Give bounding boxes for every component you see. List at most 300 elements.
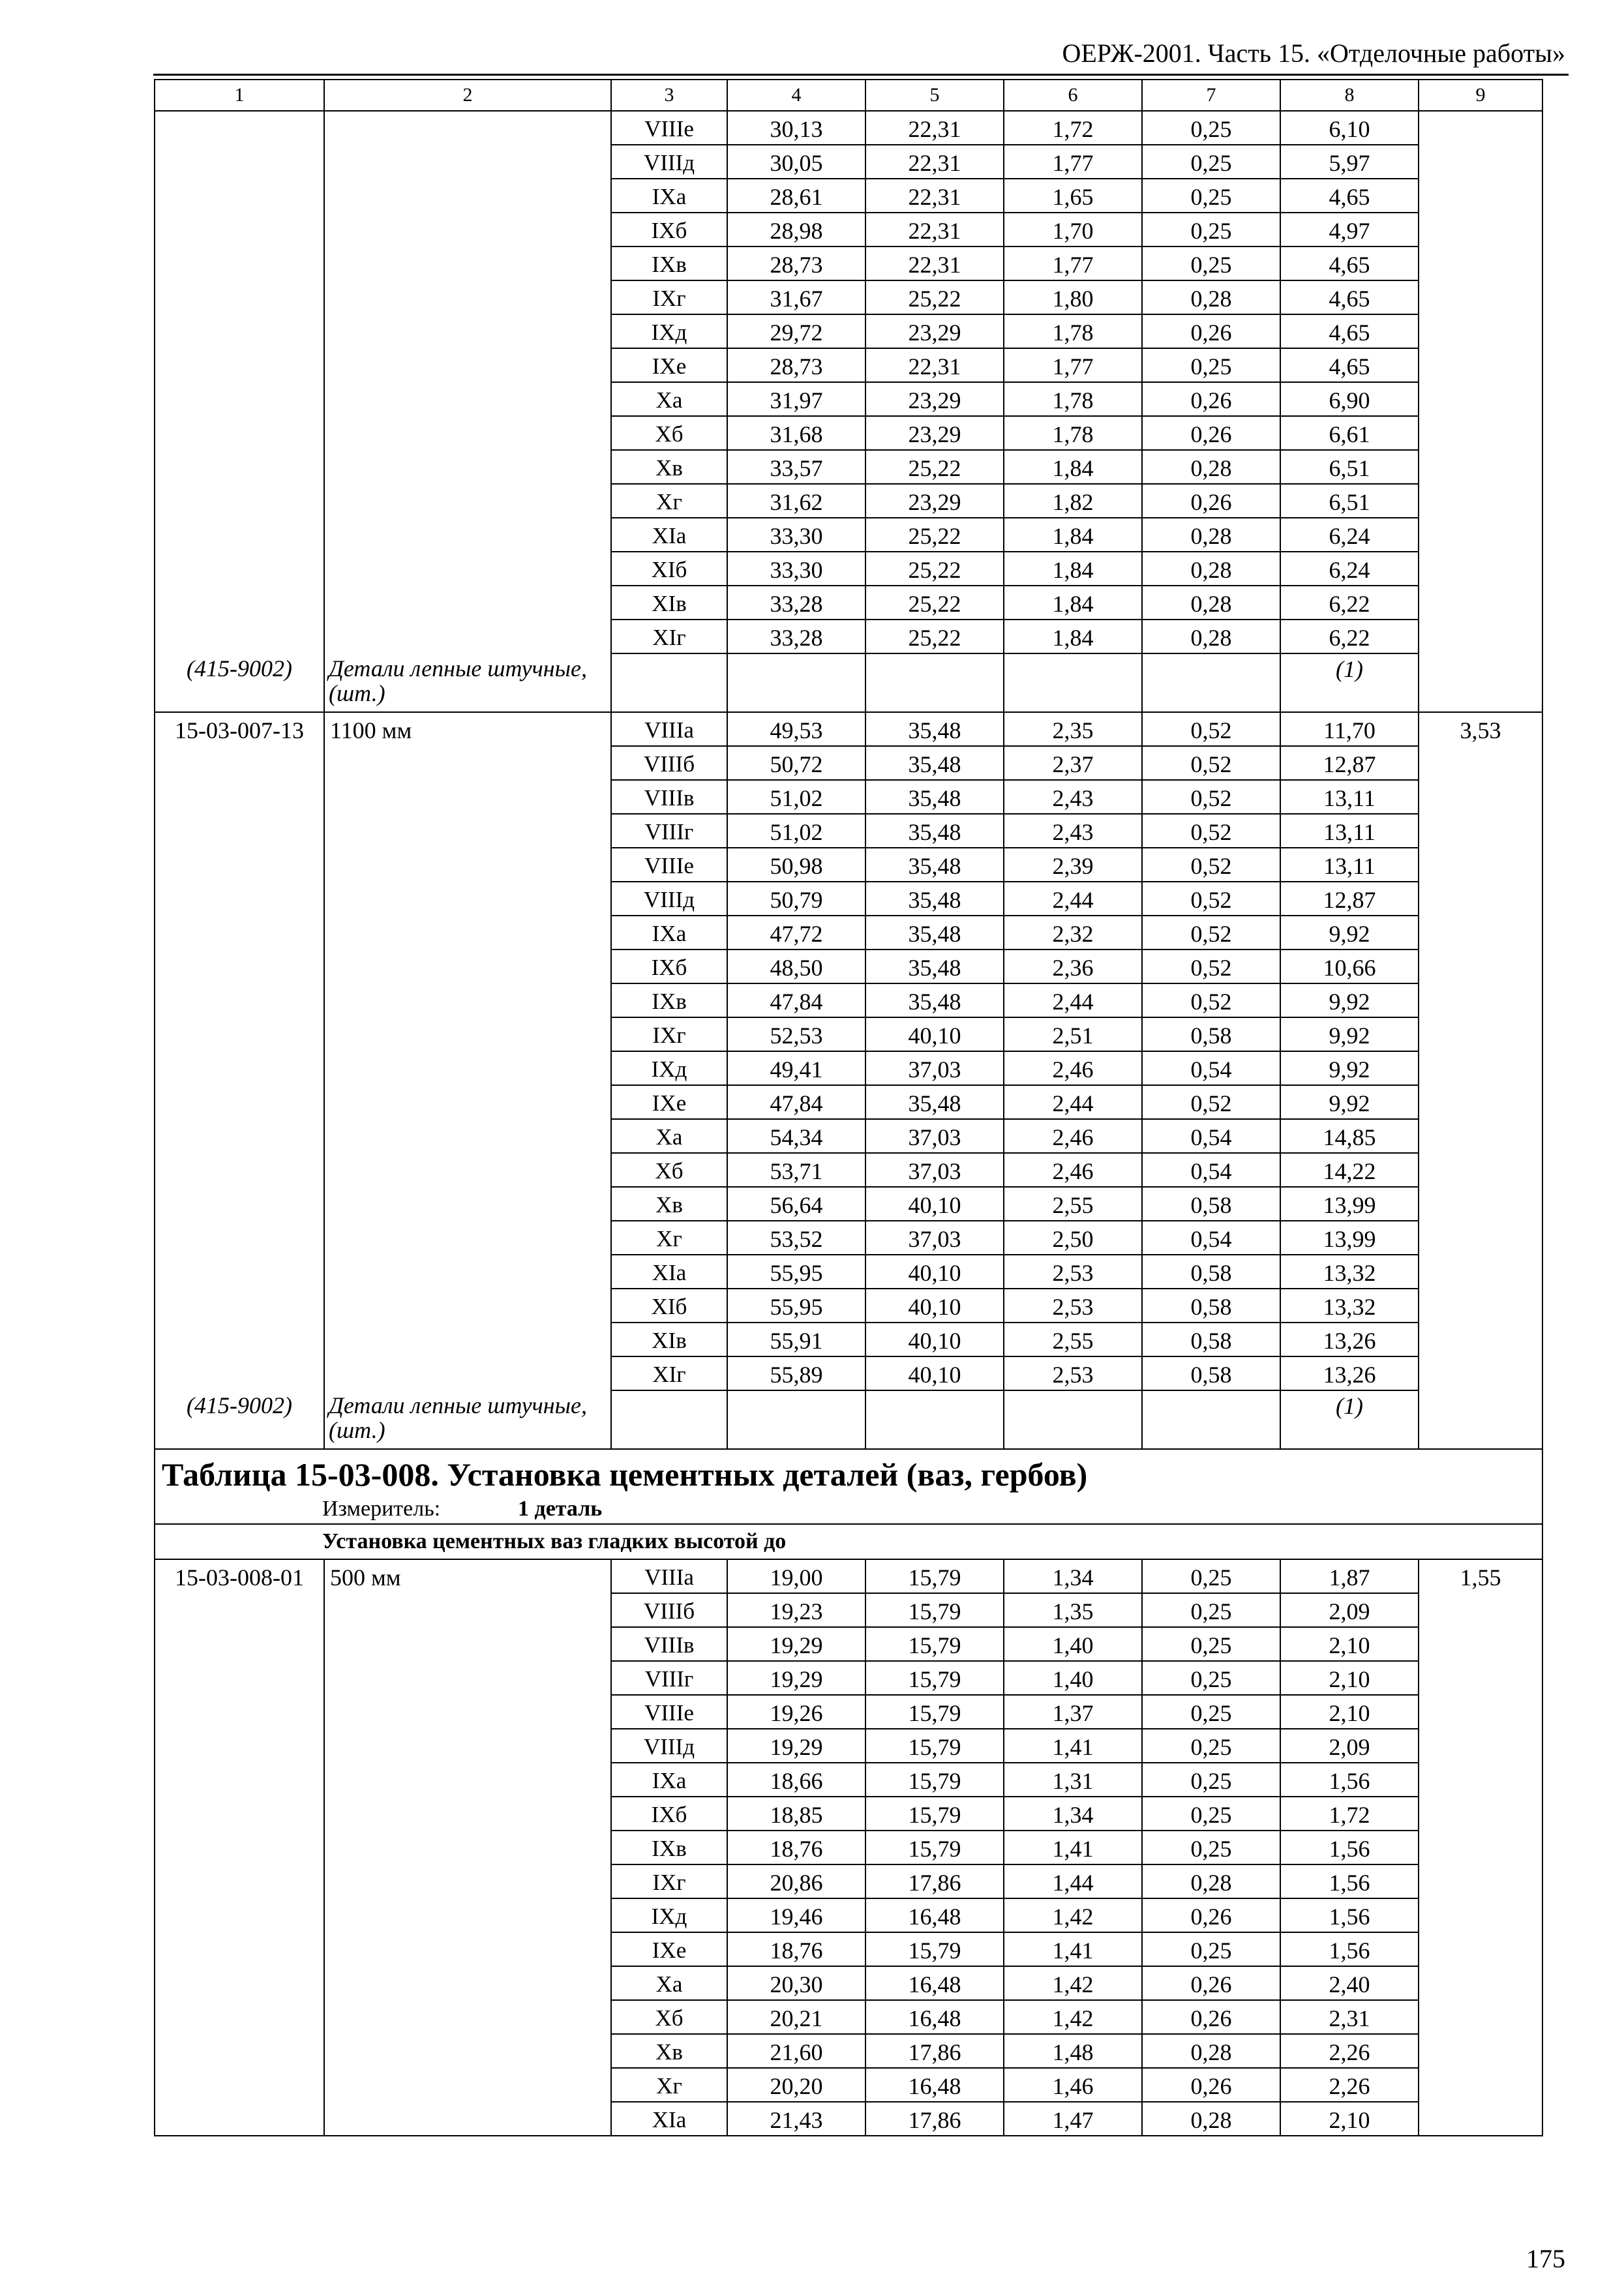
total-cost-cell: 31,62 [727,484,865,518]
materials-cost-cell: 1,72 [1280,1797,1419,1831]
total-cost-cell: 18,85 [727,1797,865,1831]
materials-cost-cell: 6,51 [1280,450,1419,484]
zone-cell: IXе [611,348,727,382]
wages-cell: 25,22 [865,280,1004,314]
operator-wages-cell: 0,52 [1142,712,1280,746]
empty-cell [1419,1797,1542,1831]
empty-cell [1419,1153,1542,1187]
wages-cell: 15,79 [865,1593,1004,1627]
machine-cost-cell: 2,32 [1004,916,1142,950]
rate-row [155,213,1542,247]
header-rule [153,74,1569,76]
rate-code-cell: 15-03-007-13 [155,712,324,746]
empty-cell [155,882,324,916]
rate-row [155,1289,1542,1323]
empty-cell [1419,780,1542,814]
empty-cell [1419,1898,1542,1932]
wages-cell: 35,48 [865,814,1004,848]
empty-cell [324,1695,611,1729]
machine-cost-cell: 1,84 [1004,518,1142,552]
wages-cell: 15,79 [865,1627,1004,1661]
rate-row [155,746,1542,780]
empty-cell [155,1966,324,2000]
empty-cell [611,653,727,712]
zone-cell: XIг [611,1356,727,1390]
wages-cell: 15,79 [865,1797,1004,1831]
empty-cell [324,1289,611,1323]
empty-cell [324,484,611,518]
total-cost-cell: 48,50 [727,950,865,983]
table-title: Таблица 15-03-008. Установка цементных деталей (ваз, гербов) [155,1449,1542,1496]
empty-cell [1419,2102,1542,2136]
material-code-cell: (415-9002) [155,653,324,712]
empty-cell [155,848,324,882]
zone-cell: Xв [611,450,727,484]
total-cost-cell: 18,76 [727,1831,865,1864]
column-number: 9 [1419,80,1542,111]
empty-cell [324,280,611,314]
zone-cell: Xг [611,1221,727,1255]
empty-cell [324,1153,611,1187]
total-cost-cell: 55,95 [727,1289,865,1323]
machine-cost-cell: 2,53 [1004,1255,1142,1289]
total-cost-cell: 56,64 [727,1187,865,1221]
empty-cell [324,983,611,1017]
operator-wages-cell: 0,52 [1142,780,1280,814]
empty-cell [155,1729,324,1763]
machine-cost-cell: 2,44 [1004,1085,1142,1119]
wages-cell: 15,79 [865,1729,1004,1763]
materials-cost-cell: 12,87 [1280,882,1419,916]
empty-cell [1419,882,1542,916]
wages-cell: 35,48 [865,983,1004,1017]
empty-cell [1419,1085,1542,1119]
materials-cost-cell: 2,26 [1280,2068,1419,2102]
materials-cost-cell: 2,26 [1280,2034,1419,2068]
total-cost-cell: 28,98 [727,213,865,247]
zone-cell: XIб [611,552,727,586]
rate-row [155,348,1542,382]
wages-cell: 35,48 [865,746,1004,780]
wages-cell: 16,48 [865,2068,1004,2102]
empty-cell [155,416,324,450]
operator-wages-cell: 0,25 [1142,1593,1280,1627]
operator-wages-cell: 0,58 [1142,1356,1280,1390]
rates-table [154,79,1543,2136]
materials-cost-cell: 2,31 [1280,2000,1419,2034]
machine-cost-cell: 1,84 [1004,586,1142,620]
materials-cost-cell: 9,92 [1280,916,1419,950]
wages-cell: 15,79 [865,1559,1004,1593]
materials-cost-cell: 4,65 [1280,314,1419,348]
material-qty-cell: (1) [1280,1390,1419,1449]
wages-cell: 15,79 [865,1661,1004,1695]
empty-cell [155,2102,324,2136]
wages-cell: 22,31 [865,348,1004,382]
zone-cell: VIIIе [611,1695,727,1729]
material-code-cell: (415-9002) [155,1390,324,1449]
zone-cell: XIа [611,2102,727,2136]
empty-cell [1419,620,1542,653]
zone-cell: Xа [611,382,727,416]
material-row [155,1390,1542,1449]
zone-cell: IXб [611,1797,727,1831]
rate-row [155,280,1542,314]
empty-cell [155,2000,324,2034]
empty-cell [324,247,611,280]
total-cost-cell: 50,79 [727,882,865,916]
rate-row [155,1831,1542,1864]
empty-cell [1419,848,1542,882]
wages-cell: 25,22 [865,620,1004,653]
machine-cost-cell: 2,53 [1004,1289,1142,1323]
zone-cell: XIа [611,518,727,552]
empty-cell [155,484,324,518]
wages-cell: 40,10 [865,1187,1004,1221]
machine-cost-cell: 2,46 [1004,1153,1142,1187]
empty-cell [324,916,611,950]
operator-wages-cell: 0,26 [1142,1966,1280,2000]
zone-cell: VIIIб [611,1593,727,1627]
zone-cell: IXб [611,950,727,983]
empty-cell [1419,1119,1542,1153]
empty-cell [324,882,611,916]
operator-wages-cell: 0,25 [1142,1695,1280,1729]
material-name-cell: Детали лепные штучные, (шт.) [324,1390,611,1449]
materials-cost-cell: 14,85 [1280,1119,1419,1153]
operator-wages-cell: 0,26 [1142,1898,1280,1932]
machine-cost-cell: 1,77 [1004,247,1142,280]
total-cost-cell: 50,98 [727,848,865,882]
operator-wages-cell: 0,25 [1142,213,1280,247]
empty-cell [155,1323,324,1356]
empty-cell [324,1323,611,1356]
empty-cell [155,518,324,552]
empty-cell [324,1932,611,1966]
empty-cell [324,1898,611,1932]
material-qty-cell: (1) [1280,653,1419,712]
empty-cell [324,179,611,213]
rate-row [155,1119,1542,1153]
operator-wages-cell: 0,58 [1142,1187,1280,1221]
total-cost-cell: 19,29 [727,1729,865,1763]
machine-cost-cell: 2,55 [1004,1323,1142,1356]
operator-wages-cell: 0,25 [1142,145,1280,179]
wages-cell: 37,03 [865,1221,1004,1255]
empty-cell [1419,145,1542,179]
total-cost-cell: 52,53 [727,1017,865,1051]
materials-cost-cell: 2,09 [1280,1593,1419,1627]
zone-cell: XIа [611,1255,727,1289]
machine-cost-cell: 1,72 [1004,111,1142,145]
rate-row [155,586,1542,620]
wages-cell: 25,22 [865,450,1004,484]
empty-cell [324,518,611,552]
empty-cell [155,1289,324,1323]
machine-cost-cell: 2,51 [1004,1017,1142,1051]
empty-cell [1142,653,1280,712]
empty-cell [1419,1966,1542,2000]
machine-cost-cell: 2,44 [1004,983,1142,1017]
operator-wages-cell: 0,25 [1142,348,1280,382]
empty-cell [155,1661,324,1695]
material-name-cell: Детали лепные штучные, (шт.) [324,653,611,712]
materials-cost-cell: 14,22 [1280,1153,1419,1187]
machine-cost-cell: 2,53 [1004,1356,1142,1390]
empty-cell [324,2102,611,2136]
total-cost-cell: 53,52 [727,1221,865,1255]
rate-row [155,950,1542,983]
rate-row [155,314,1542,348]
rates-table-body [155,80,1542,2136]
wages-cell: 37,03 [865,1153,1004,1187]
zone-cell: Xб [611,2000,727,2034]
machine-cost-cell: 1,42 [1004,1898,1142,1932]
rate-row [155,1695,1542,1729]
empty-cell [1419,1356,1542,1390]
empty-cell [324,314,611,348]
materials-cost-cell: 6,90 [1280,382,1419,416]
machine-cost-cell: 1,41 [1004,1932,1142,1966]
empty-cell [1419,983,1542,1017]
total-cost-cell: 47,72 [727,916,865,950]
machine-cost-cell: 1,84 [1004,620,1142,653]
empty-cell [155,213,324,247]
zone-cell: Xб [611,416,727,450]
operator-wages-cell: 0,28 [1142,620,1280,653]
machine-cost-cell: 1,82 [1004,484,1142,518]
rate-row [155,1898,1542,1932]
column-number: 8 [1280,80,1419,111]
empty-cell [324,1797,611,1831]
rate-row [155,518,1542,552]
total-cost-cell: 47,84 [727,983,865,1017]
total-cost-cell: 20,86 [727,1864,865,1898]
machine-cost-cell: 1,77 [1004,145,1142,179]
wages-cell: 40,10 [865,1356,1004,1390]
wages-cell: 22,31 [865,179,1004,213]
rate-row [155,780,1542,814]
operator-wages-cell: 0,26 [1142,416,1280,450]
rate-row [155,1661,1542,1695]
empty-cell [324,1966,611,2000]
total-cost-cell: 51,02 [727,780,865,814]
materials-cost-cell: 13,11 [1280,814,1419,848]
empty-cell [155,1831,324,1864]
section-title-row [155,1524,1542,1559]
rate-row [155,416,1542,450]
empty-cell [155,2068,324,2102]
zone-cell: IXв [611,1831,727,1864]
materials-cost-cell: 6,22 [1280,586,1419,620]
machine-cost-cell: 2,50 [1004,1221,1142,1255]
machine-cost-cell: 1,31 [1004,1763,1142,1797]
total-cost-cell: 49,41 [727,1051,865,1085]
empty-cell [324,746,611,780]
machine-cost-cell: 1,47 [1004,2102,1142,2136]
empty-cell [155,1797,324,1831]
materials-cost-cell: 2,40 [1280,1966,1419,2000]
rate-row [155,1356,1542,1390]
materials-cost-cell: 4,65 [1280,348,1419,382]
empty-cell [324,2034,611,2068]
machine-cost-cell: 2,44 [1004,882,1142,916]
empty-cell [324,1255,611,1289]
operator-wages-cell: 0,54 [1142,1153,1280,1187]
empty-cell [1419,586,1542,620]
empty-cell [1419,1051,1542,1085]
machine-cost-cell: 1,37 [1004,1695,1142,1729]
operator-wages-cell: 0,25 [1142,1559,1280,1593]
operator-wages-cell: 0,52 [1142,848,1280,882]
empty-cell [1419,450,1542,484]
zone-cell: IXв [611,983,727,1017]
rate-row [155,712,1542,746]
empty-cell [1419,1932,1542,1966]
empty-cell [1419,247,1542,280]
zone-cell: IXа [611,916,727,950]
rate-row [155,916,1542,950]
machine-cost-cell: 2,46 [1004,1051,1142,1085]
empty-cell [324,620,611,653]
empty-cell [1419,2068,1542,2102]
total-cost-cell: 33,28 [727,620,865,653]
operator-wages-cell: 0,25 [1142,1661,1280,1695]
empty-cell [1004,653,1142,712]
materials-cost-cell: 4,65 [1280,247,1419,280]
empty-cell [1419,314,1542,348]
machine-cost-cell: 1,42 [1004,1966,1142,2000]
rate-row [155,2000,1542,2034]
materials-cost-cell: 1,56 [1280,1932,1419,1966]
operator-wages-cell: 0,25 [1142,1763,1280,1797]
operator-wages-cell: 0,25 [1142,1729,1280,1763]
empty-cell [1419,552,1542,586]
empty-cell [155,1221,324,1255]
wages-cell: 25,22 [865,586,1004,620]
total-cost-cell: 30,05 [727,145,865,179]
empty-cell [324,2000,611,2034]
empty-cell [1419,1221,1542,1255]
empty-cell [1419,1255,1542,1289]
machine-cost-cell: 1,41 [1004,1729,1142,1763]
materials-cost-cell: 2,09 [1280,1729,1419,1763]
empty-cell [727,1390,865,1449]
materials-cost-cell: 2,10 [1280,1695,1419,1729]
materials-cost-cell: 13,32 [1280,1255,1419,1289]
operator-wages-cell: 0,52 [1142,950,1280,983]
empty-cell [155,1763,324,1797]
machine-cost-cell: 1,35 [1004,1593,1142,1627]
column-number: 2 [324,80,611,111]
materials-cost-cell: 4,65 [1280,179,1419,213]
wages-cell: 40,10 [865,1289,1004,1323]
wages-cell: 23,29 [865,484,1004,518]
running-header: ОЕРЖ-2001. Часть 15. «Отделочные работы» [1062,38,1565,68]
empty-cell [155,586,324,620]
operator-wages-cell: 0,54 [1142,1221,1280,1255]
machine-cost-cell: 1,65 [1004,179,1142,213]
column-number: 7 [1142,80,1280,111]
machine-cost-cell: 2,46 [1004,1119,1142,1153]
empty-cell [1419,1695,1542,1729]
wages-cell: 35,48 [865,950,1004,983]
materials-cost-cell: 5,97 [1280,145,1419,179]
operator-wages-cell: 0,28 [1142,1864,1280,1898]
empty-cell [155,1932,324,1966]
total-cost-cell: 55,95 [727,1255,865,1289]
zone-cell: XIг [611,620,727,653]
operator-wages-cell: 0,52 [1142,746,1280,780]
operator-wages-cell: 0,28 [1142,586,1280,620]
operator-wages-cell: 0,54 [1142,1051,1280,1085]
empty-cell [324,552,611,586]
rate-row [155,882,1542,916]
empty-cell [324,416,611,450]
column-number: 1 [155,80,324,111]
empty-cell [324,1763,611,1797]
empty-cell [324,1187,611,1221]
wages-cell: 35,48 [865,882,1004,916]
col9-value-cell: 3,53 [1419,712,1542,746]
empty-cell [1419,1729,1542,1763]
wages-cell: 40,10 [865,1323,1004,1356]
zone-cell: IXа [611,1763,727,1797]
zone-cell: IXе [611,1085,727,1119]
empty-cell [155,145,324,179]
zone-cell: Xа [611,1119,727,1153]
zone-cell: IXд [611,314,727,348]
operator-wages-cell: 0,58 [1142,1289,1280,1323]
machine-cost-cell: 1,48 [1004,2034,1142,2068]
empty-cell [155,1085,324,1119]
empty-cell [1419,2000,1542,2034]
wages-cell: 25,22 [865,518,1004,552]
rate-row [155,2068,1542,2102]
machine-cost-cell: 2,43 [1004,814,1142,848]
empty-cell [155,1187,324,1221]
materials-cost-cell: 1,56 [1280,1864,1419,1898]
zone-cell: IXд [611,1898,727,1932]
operator-wages-cell: 0,54 [1142,1119,1280,1153]
operator-wages-cell: 0,25 [1142,1627,1280,1661]
zone-cell: IXг [611,1864,727,1898]
wages-cell: 17,86 [865,2102,1004,2136]
total-cost-cell: 31,97 [727,382,865,416]
rate-row [155,145,1542,179]
rate-row [155,1593,1542,1627]
zone-cell: Xа [611,1966,727,2000]
empty-cell [1004,1390,1142,1449]
empty-cell [1142,1390,1280,1449]
materials-cost-cell: 6,24 [1280,552,1419,586]
rate-row [155,1932,1542,1966]
empty-cell [155,1255,324,1289]
empty-cell [155,1051,324,1085]
wages-cell: 17,86 [865,2034,1004,2068]
empty-cell [324,145,611,179]
rate-row [155,620,1542,653]
materials-cost-cell: 2,10 [1280,1627,1419,1661]
machine-cost-cell: 2,37 [1004,746,1142,780]
total-cost-cell: 49,53 [727,712,865,746]
empty-cell [155,348,324,382]
empty-cell [727,653,865,712]
empty-cell [1419,916,1542,950]
empty-cell [1419,1661,1542,1695]
machine-cost-cell: 1,70 [1004,213,1142,247]
empty-cell [155,552,324,586]
